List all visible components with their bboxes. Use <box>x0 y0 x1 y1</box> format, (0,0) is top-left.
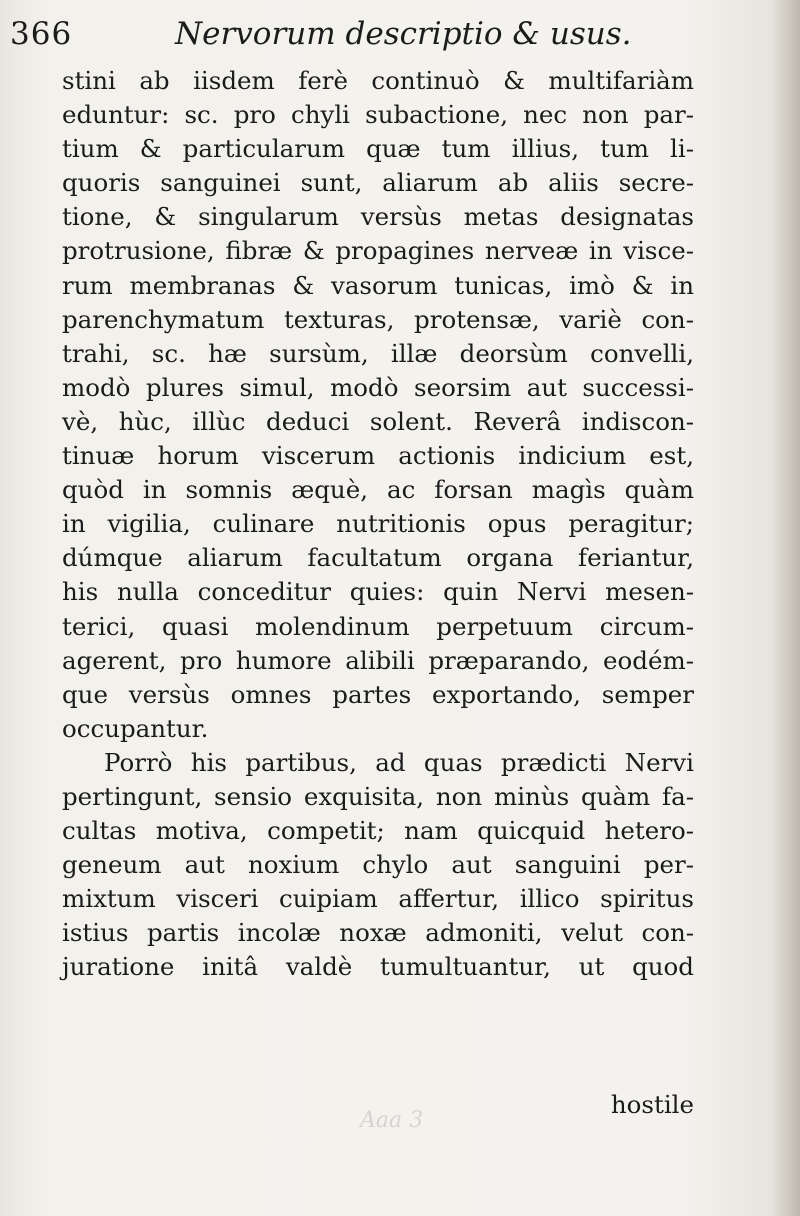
text-line: in vigilia, culinare nutritionis opus peragitur; <box>62 509 694 539</box>
text-line: tium & particularum quæ tum illius, tum li- <box>62 134 694 164</box>
text-line: his nulla conceditur quies: quin Nervi mesen- <box>62 577 694 607</box>
running-title: Nervorum descriptio & usus. <box>175 16 632 52</box>
text-line: trahi, sc. hæ sursùm, illæ deorsùm convelli, <box>62 338 694 368</box>
text-line: tione, & singularum versùs metas designatas <box>62 202 694 232</box>
paragraph-end-line: occupantur. <box>62 713 209 743</box>
text-line: stini ab iisdem ferè continuò & multifariàm <box>62 66 694 95</box>
text-line: tinuæ horum viscerum actionis indicium est, <box>62 441 694 471</box>
text-line: protrusione, fibræ & propagines nerveæ in visce- <box>62 236 694 266</box>
text-line: eduntur: sc. pro chyli subactione, nec non par- <box>62 100 694 130</box>
text-line: terici, quasi molendinum perpetuum circum- <box>62 611 694 641</box>
catchword: hostile <box>610 1090 694 1119</box>
text-line: agerent, pro humore alibili præparando, eodém- <box>62 645 694 675</box>
bleed-through-signature: Aaa 3 <box>360 1108 424 1133</box>
text-line: quòd in somnis æquè, ac forsan magìs quàm <box>62 475 694 505</box>
text-line: vè, hùc, illùc deduci solent. Reverâ indiscon- <box>62 406 694 436</box>
text-line: pertingunt, sensio exquisita, non minùs quàm fa- <box>62 781 694 811</box>
text-line: istius partis incolæ noxæ admoniti, velut con- <box>62 918 694 948</box>
text-line: quoris sanguinei sunt, aliarum ab aliis secre- <box>62 168 694 198</box>
page-number: 366 <box>10 16 73 52</box>
text-line: modò plures simul, modò seorsim aut successi- <box>62 372 694 402</box>
text-line: cultas motiva, competit; nam quicquid hetero- <box>62 816 694 846</box>
text-line: geneum aut noxium chylo aut sanguini per- <box>62 850 694 880</box>
text-line: dúmque aliarum facultatum organa feriantur, <box>62 543 694 573</box>
text-line: mixtum visceri cuipiam affertur, illico spiritus <box>62 884 694 914</box>
text-line: parenchymatum texturas, protensæ, variè con- <box>62 304 694 334</box>
page-header <box>0 10 800 58</box>
body-text <box>62 64 694 985</box>
text-line: juratione initâ valdè tumultuantur, ut quod <box>62 952 694 982</box>
text-line: rum membranas & vasorum tunicas, imò & in <box>62 270 694 300</box>
page-edge-shadow <box>772 0 800 1216</box>
paragraph-start-line: Porrò his partibus, ad quas prædicti Nervi <box>104 747 694 777</box>
text-line: que versùs omnes partes exportando, semper <box>62 679 694 709</box>
